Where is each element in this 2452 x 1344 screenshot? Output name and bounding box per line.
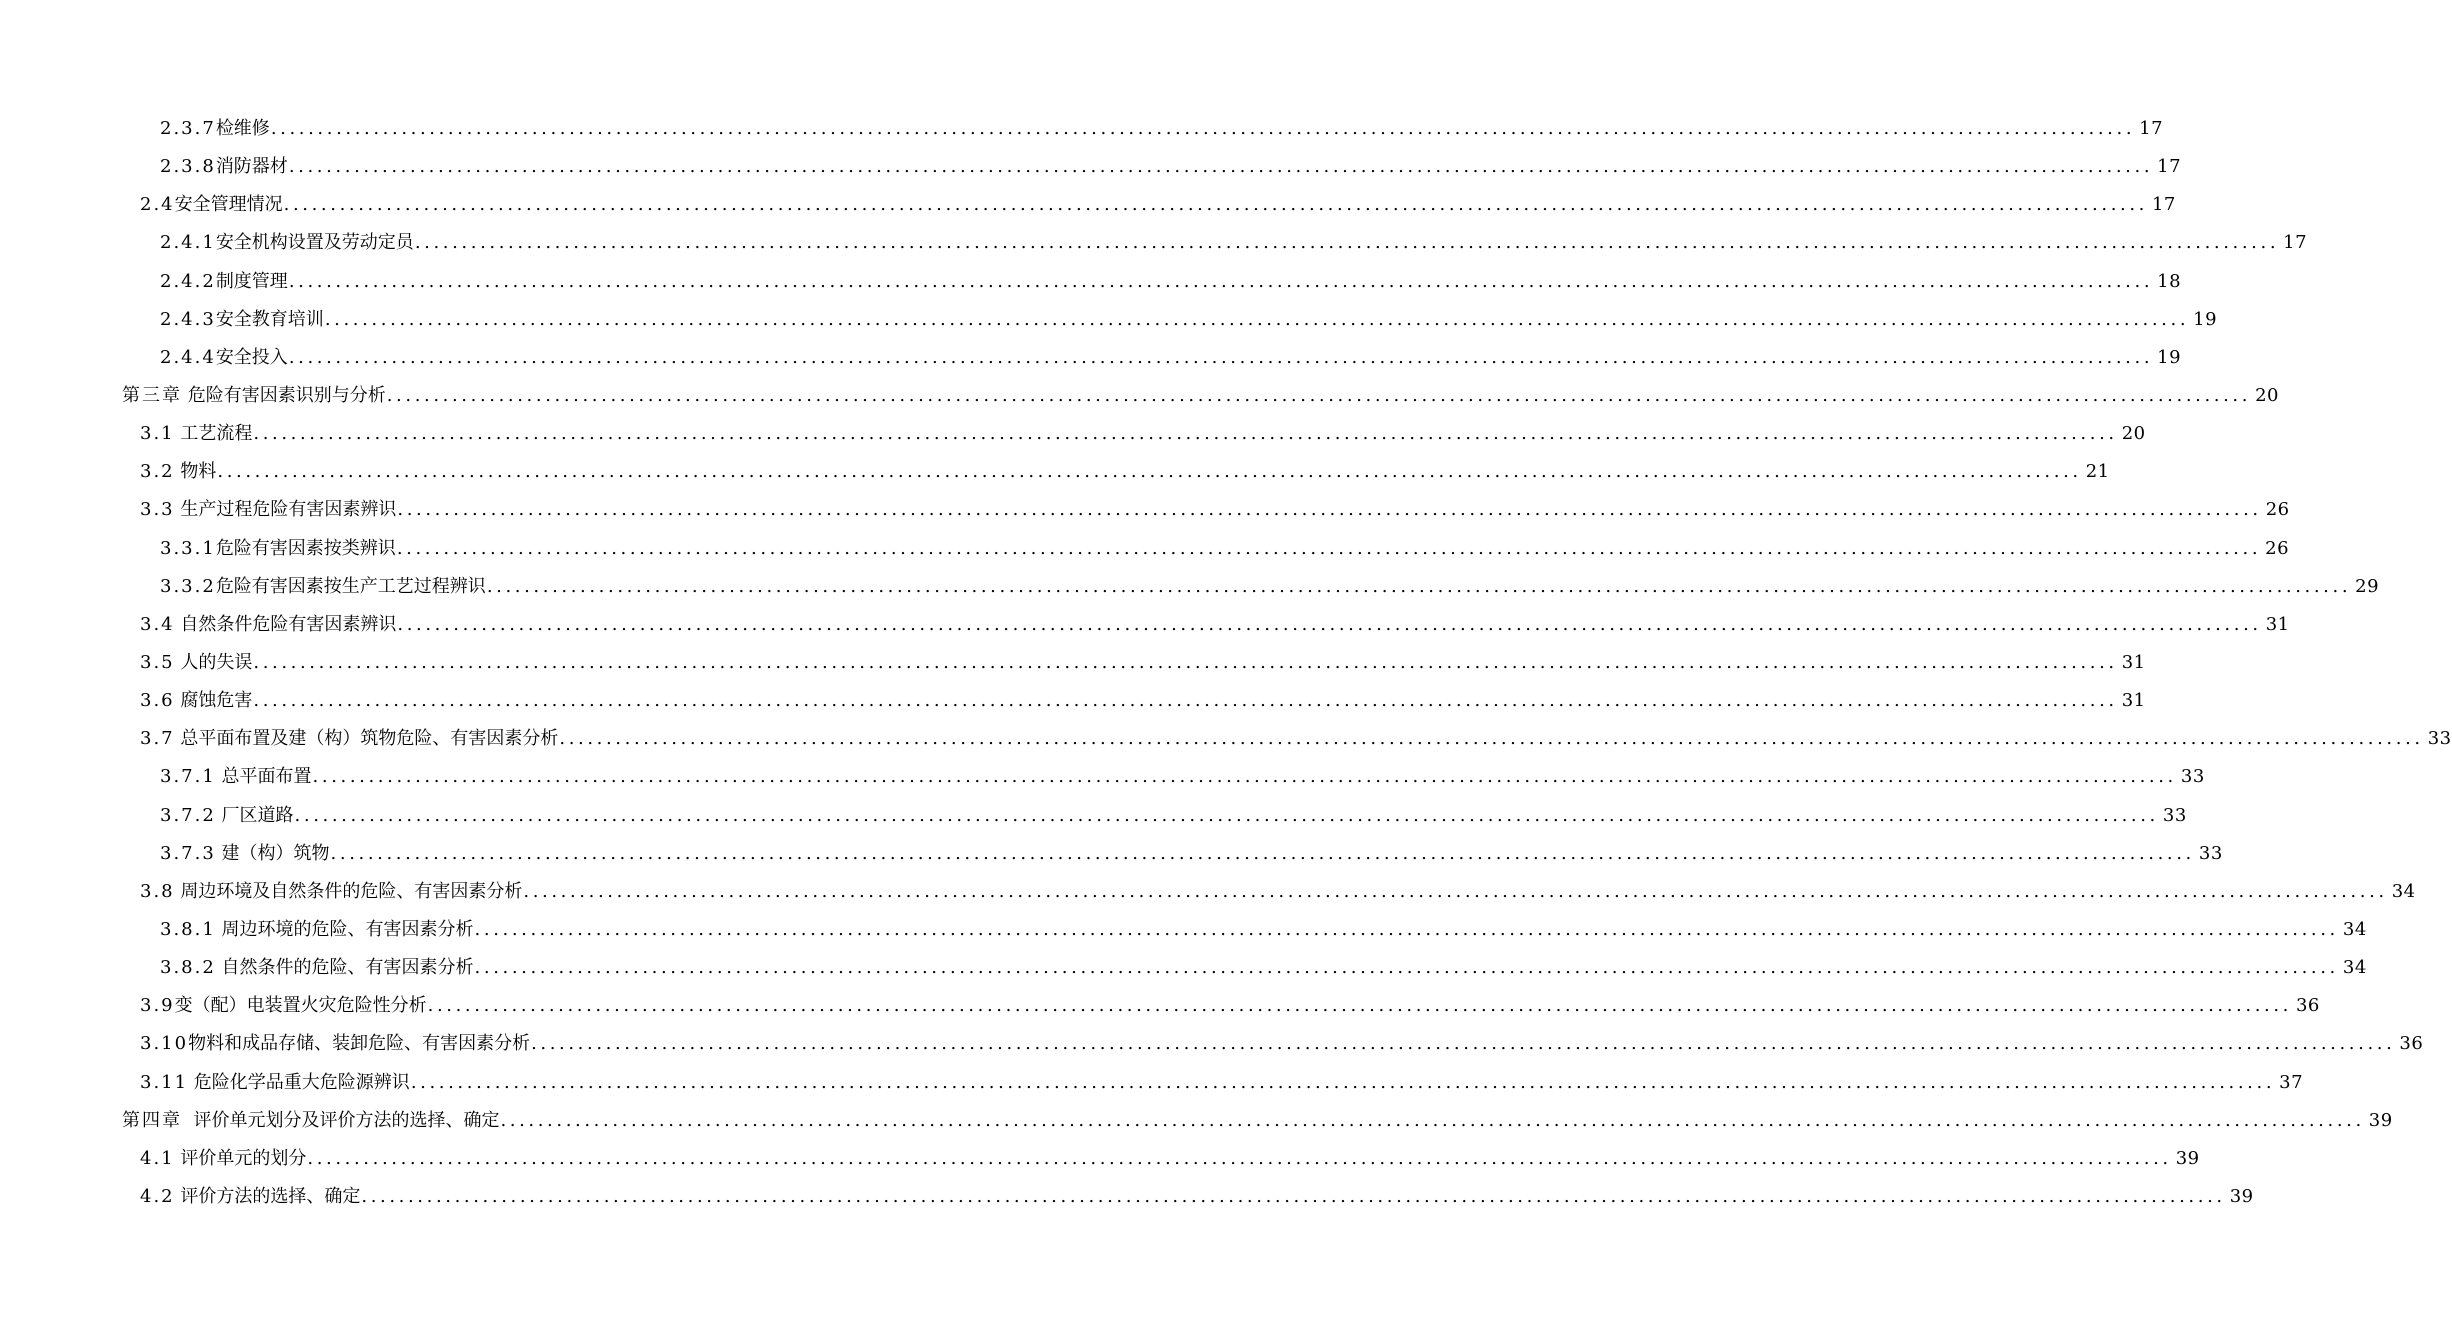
toc-entry-page-number: 29 <box>2355 575 2380 597</box>
toc-entry-number: 3.4 <box>140 613 175 635</box>
toc-entry[interactable] <box>0 987 2320 1025</box>
toc-entry-line <box>140 422 2146 446</box>
toc-entry[interactable] <box>0 720 2452 758</box>
toc-entry-title: 消防器材 <box>215 156 288 178</box>
dot-leader: ........................................................................................................................................................................................................ <box>361 1185 2226 1207</box>
toc-entry-title: 检维修 <box>215 118 270 139</box>
toc-entry-line <box>122 1109 2393 1133</box>
toc-entry[interactable] <box>0 263 2182 301</box>
toc-entry-page-number: 20 <box>2255 384 2279 406</box>
toc-entry[interactable] <box>0 682 2146 720</box>
toc-entry-number: 2.3.7 <box>160 118 216 139</box>
toc-entry-number: 3.10 <box>140 1033 189 1055</box>
toc-entry-number: 3.7.1 <box>160 766 216 788</box>
dot-leader: ........................................................................................................................................................................................................ <box>253 690 2118 712</box>
toc-entry[interactable] <box>0 1025 2424 1063</box>
toc-entry-title: 总平面布置 <box>215 766 312 788</box>
toc-entry[interactable] <box>0 491 2290 529</box>
toc-entry-line <box>140 193 2176 217</box>
toc-entry-title: 安全教育培训 <box>215 308 324 330</box>
toc-entry-number: 3.8.1 <box>160 918 216 940</box>
toc-entry-number: 3.3.1 <box>160 537 216 559</box>
toc-entry[interactable] <box>0 1178 2254 1216</box>
toc-entry-number: 3.9 <box>140 995 175 1017</box>
toc-entry[interactable] <box>0 339 2182 377</box>
toc-entry-line <box>160 117 2164 141</box>
toc-entry-title: 危险有害因素按生产工艺过程辨识 <box>215 575 486 597</box>
toc-entry-line <box>122 384 2279 408</box>
toc-entry[interactable] <box>0 110 2164 148</box>
dot-leader: ........................................................................................................................................................................................................ <box>531 1033 2396 1055</box>
toc-entry-number: 3.3.2 <box>160 575 216 597</box>
toc-entry-title: 自然条件危险有害因素辨识 <box>174 613 397 635</box>
toc-entry-number: 2.4.2 <box>160 270 216 292</box>
toc-entry[interactable] <box>0 453 2110 491</box>
toc-entry-page-number: 20 <box>2121 423 2146 445</box>
toc-entry-title: 建（构）筑物 <box>215 842 330 864</box>
toc-entry-line <box>160 231 2308 255</box>
dot-leader: ........................................................................................................................................................................................................ <box>427 995 2292 1017</box>
toc-entry-line <box>160 842 2223 866</box>
toc-entry[interactable] <box>0 301 2218 339</box>
toc-entry-title: 自然条件的危险、有害因素分析 <box>215 957 474 979</box>
toc-entry-number: 3.5 <box>140 651 175 673</box>
toc-entry-line <box>140 460 2110 484</box>
dot-leader: ........................................................................................................................................................................................................ <box>474 957 2339 979</box>
toc-entry-line <box>140 1185 2254 1209</box>
toc-entry[interactable] <box>0 377 2279 415</box>
toc-entry-line <box>160 575 2380 599</box>
toc-entry[interactable] <box>0 873 2416 911</box>
toc-entry-page-number: 19 <box>2157 346 2182 368</box>
toc-entry-title: 安全机构设置及劳动定员 <box>215 232 414 254</box>
toc-entry-number: 3.8.2 <box>160 957 216 979</box>
toc-entry-page-number: 39 <box>2229 1185 2254 1207</box>
dot-leader: ........................................................................................................................................................................................................ <box>253 423 2118 445</box>
toc-entry-page-number: 34 <box>2342 918 2367 940</box>
dot-leader: ........................................................................................................................................................................................................ <box>217 461 2082 483</box>
dot-leader: ........................................................................................................................................................................................................ <box>486 575 2352 597</box>
toc-entry-line <box>140 1147 2200 1171</box>
toc-entry-line <box>140 613 2290 637</box>
toc-entry-title: 危险化学品重大危险源辨识 <box>188 1071 410 1093</box>
toc-entry-page-number: 17 <box>2157 156 2182 178</box>
toc-entry[interactable] <box>0 224 2308 262</box>
toc-entry-title: 危险有害因素识别与分析 <box>182 384 386 406</box>
toc-entry-title: 安全投入 <box>215 346 288 368</box>
table-of-contents <box>0 110 2452 1216</box>
dot-leader: ........................................................................................................................................................................................................ <box>294 804 2159 826</box>
toc-entry-number: 第四章 <box>122 1109 182 1131</box>
toc-entry-title: 评价单元的划分 <box>174 1147 307 1169</box>
toc-entry-page-number: 17 <box>2139 118 2164 139</box>
toc-entry[interactable] <box>0 1140 2200 1178</box>
toc-entry-line <box>160 765 2205 789</box>
toc-entry-page-number: 39 <box>2368 1109 2393 1131</box>
toc-entry-line <box>140 1071 2304 1095</box>
dot-leader: ........................................................................................................................................................................................................ <box>410 1071 2276 1093</box>
toc-entry-title: 工艺流程 <box>174 423 253 445</box>
toc-entry-page-number: 17 <box>2283 232 2308 254</box>
toc-entry-title: 制度管理 <box>215 270 288 292</box>
toc-entry-page-number: 36 <box>2295 995 2320 1017</box>
toc-entry-page-number: 36 <box>2399 1033 2424 1055</box>
toc-entry-number: 3.1 <box>140 423 175 445</box>
dot-leader: ........................................................................................................................................................................................................ <box>396 537 2262 559</box>
toc-entry-line <box>140 880 2416 904</box>
toc-entry-page-number: 33 <box>2427 728 2452 750</box>
toc-entry-page-number: 26 <box>2265 499 2290 521</box>
toc-entry-title: 危险有害因素按类辨识 <box>215 537 396 559</box>
toc-entry[interactable] <box>0 835 2223 873</box>
toc-entry-number: 3.7.3 <box>160 842 216 864</box>
toc-entry-line <box>140 994 2320 1018</box>
dot-leader: ........................................................................................................................................................................................................ <box>283 194 2148 216</box>
toc-entry-title: 物料 <box>174 461 217 483</box>
toc-entry-number: 第三章 <box>122 384 182 406</box>
toc-entry-title: 周边环境及自然条件的危险、有害因素分析 <box>174 880 523 902</box>
toc-entry-number: 2.4 <box>140 194 175 216</box>
toc-entry-page-number: 34 <box>2342 957 2367 979</box>
toc-entry[interactable] <box>0 1102 2393 1140</box>
toc-entry-number: 2.4.3 <box>160 308 216 330</box>
toc-entry-number: 3.8 <box>140 880 175 902</box>
toc-entry-page-number: 21 <box>2085 461 2110 483</box>
toc-entry-title: 人的失误 <box>174 651 253 673</box>
toc-entry-page-number: 34 <box>2391 880 2416 902</box>
toc-entry-title: 评价单元划分及评价方法的选择、确定 <box>182 1109 500 1131</box>
dot-leader: ........................................................................................................................................................................................................ <box>474 918 2339 940</box>
dot-leader: ........................................................................................................................................................................................................ <box>397 613 2262 635</box>
toc-entry-number: 3.6 <box>140 690 175 712</box>
toc-entry-line <box>160 270 2182 294</box>
dot-leader: ........................................................................................................................................................................................................ <box>312 766 2177 788</box>
toc-entry-line <box>160 918 2367 942</box>
toc-entry-page-number: 37 <box>2279 1071 2304 1093</box>
toc-entry-page-number: 26 <box>2265 537 2290 559</box>
toc-entry-title: 安全管理情况 <box>174 194 283 216</box>
toc-entry-title: 总平面布置及建（构）筑物危险、有害因素分析 <box>174 728 559 750</box>
dot-leader: ........................................................................................................................................................................................................ <box>330 842 2195 864</box>
toc-entry-number: 2.3.8 <box>160 156 216 178</box>
toc-entry-title: 腐蚀危害 <box>174 690 253 712</box>
toc-entry[interactable] <box>0 415 2146 453</box>
toc-entry-line <box>160 155 2182 179</box>
dot-leader: ........................................................................................................................................................................................................ <box>500 1109 2365 1131</box>
dot-leader: ........................................................................................................................................................................................................ <box>397 499 2262 521</box>
dot-leader: ........................................................................................................................................................................................................ <box>288 270 2154 292</box>
toc-entry[interactable] <box>0 911 2367 949</box>
toc-entry[interactable] <box>0 568 2380 606</box>
dot-leader: ........................................................................................................................................................................................................ <box>386 384 2252 406</box>
toc-entry[interactable] <box>0 186 2176 224</box>
toc-entry-number: 3.7.2 <box>160 804 216 826</box>
toc-entry-line <box>160 346 2182 370</box>
toc-entry-number: 4.1 <box>140 1147 175 1169</box>
dot-leader: ........................................................................................................................................................................................................ <box>253 651 2118 673</box>
toc-entry-number: 4.2 <box>140 1185 175 1207</box>
toc-entry-title: 生产过程危险有害因素辨识 <box>174 499 397 521</box>
toc-entry-page-number: 17 <box>2151 194 2176 216</box>
toc-entry-page-number: 39 <box>2175 1147 2200 1169</box>
toc-entry-title: 物料和成品存储、装卸危险、有害因素分析 <box>188 1033 531 1055</box>
dot-leader: ........................................................................................................................................................................................................ <box>307 1147 2172 1169</box>
toc-entry-line <box>140 498 2290 522</box>
toc-entry[interactable] <box>0 530 2290 568</box>
dot-leader: ........................................................................................................................................................................................................ <box>270 118 2136 139</box>
toc-entry-page-number: 33 <box>2180 766 2205 788</box>
toc-entry[interactable] <box>0 606 2290 644</box>
toc-entry-page-number: 18 <box>2157 270 2182 292</box>
toc-entry-line <box>140 1032 2424 1056</box>
dot-leader: ........................................................................................................................................................................................................ <box>559 728 2424 750</box>
toc-entry-page-number: 33 <box>2198 842 2223 864</box>
toc-entry[interactable] <box>0 1064 2304 1102</box>
toc-entry-title: 评价方法的选择、确定 <box>174 1185 361 1207</box>
toc-entry-line <box>140 651 2146 675</box>
toc-entry-page-number: 31 <box>2121 690 2146 712</box>
toc-entry-number: 2.4.1 <box>160 232 216 254</box>
toc-entry-title: 周边环境的危险、有害因素分析 <box>215 918 474 940</box>
toc-entry-title: 变（配）电装置火灾危险性分析 <box>174 995 427 1017</box>
dot-leader: ........................................................................................................................................................................................................ <box>288 346 2154 368</box>
dot-leader: ........................................................................................................................................................................................................ <box>324 308 2190 330</box>
toc-entry-line <box>160 956 2367 980</box>
dot-leader: ........................................................................................................................................................................................................ <box>523 880 2388 902</box>
toc-entry-page-number: 31 <box>2265 613 2290 635</box>
toc-entry-number: 2.4.4 <box>160 346 216 368</box>
toc-entry[interactable] <box>0 644 2146 682</box>
toc-entry[interactable] <box>0 797 2187 835</box>
toc-entry-number: 3.3 <box>140 499 175 521</box>
toc-entry[interactable] <box>0 949 2367 987</box>
toc-entry-number: 3.7 <box>140 728 175 750</box>
toc-entry-page-number: 31 <box>2121 651 2146 673</box>
toc-entry-number: 3.11 <box>140 1071 189 1093</box>
toc-entry-page-number: 33 <box>2162 804 2187 826</box>
toc-entry-line <box>160 537 2290 561</box>
toc-entry[interactable] <box>0 758 2205 796</box>
toc-entry-line <box>160 804 2187 828</box>
dot-leader: ........................................................................................................................................................................................................ <box>414 232 2280 254</box>
toc-entry-title: 厂区道路 <box>215 804 294 826</box>
toc-entry-number: 3.2 <box>140 461 175 483</box>
toc-entry-line <box>140 727 2452 751</box>
dot-leader: ........................................................................................................................................................................................................ <box>288 156 2154 178</box>
toc-entry-line <box>160 308 2218 332</box>
toc-entry-page-number: 19 <box>2193 308 2218 330</box>
toc-entry[interactable] <box>0 148 2182 186</box>
toc-entry-line <box>140 689 2146 713</box>
